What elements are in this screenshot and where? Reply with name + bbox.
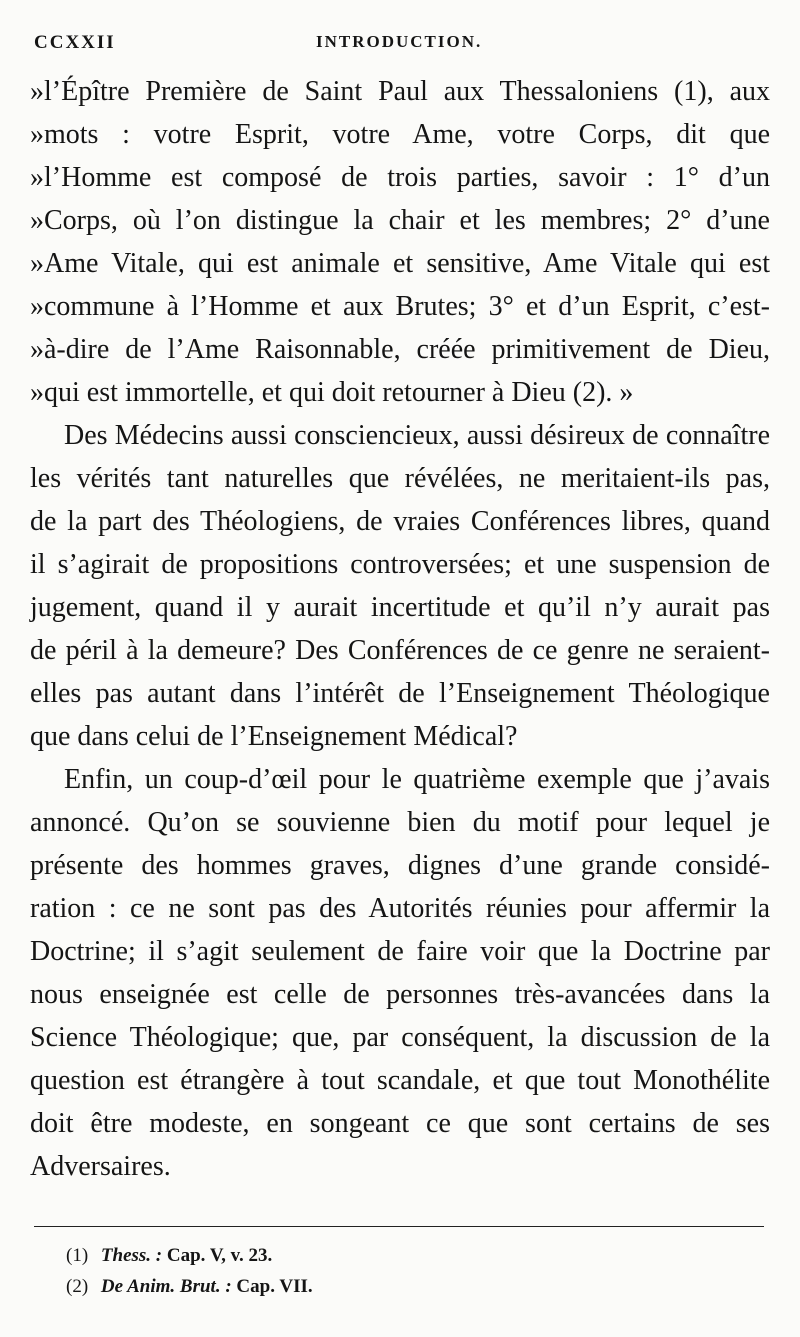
footnote-source: De Anim. Brut. : bbox=[100, 1276, 232, 1297]
text-line: présente des hommes graves, dignes d’une grande considé- bbox=[30, 850, 770, 881]
body-text bbox=[30, 70, 770, 1188]
footnote bbox=[66, 1271, 666, 1302]
text-line: Doctrine; il s’agit seulement de faire voir que la Doctrine par bbox=[30, 936, 770, 967]
footnote-number: (1) bbox=[66, 1245, 89, 1266]
text-line: »Corps, où l’on distingue la chair et les membres; 2° d’une bbox=[30, 205, 770, 236]
text-line: Adversaires. bbox=[30, 1151, 171, 1182]
footnote bbox=[66, 1240, 666, 1271]
text-line: »qui est immortelle, et qui doit retourner à Dieu (2). » bbox=[30, 377, 634, 408]
footnote-divider bbox=[34, 1226, 764, 1227]
text-line: doit être modeste, en songeant ce que sont certains de ses bbox=[30, 1108, 770, 1139]
text-line: il s’agirait de propositions controversées; et une suspension de bbox=[30, 549, 770, 580]
text-line: »l’Homme est composé de trois parties, savoir : 1° d’un bbox=[30, 162, 770, 193]
footnote-reference: Cap. VII. bbox=[236, 1276, 313, 1297]
text-line: de la part des Théologiens, de vraies Conférences libres, quand bbox=[30, 506, 770, 537]
text-line: de péril à la demeure? Des Conférences de ce genre ne seraient- bbox=[30, 635, 770, 666]
text-line: elles pas autant dans l’intérêt de l’Enseignement Théologique bbox=[30, 678, 770, 709]
text-line: question est étrangère à tout scandale, et que tout Monothélite bbox=[30, 1065, 770, 1096]
text-line: nous enseignée est celle de personnes très-avancées dans la bbox=[30, 979, 770, 1010]
footnote-number: (2) bbox=[66, 1276, 89, 1297]
footnote-reference: Cap. V, v. 23. bbox=[166, 1245, 273, 1266]
text-line: que dans celui de l’Enseignement Médical? bbox=[30, 721, 518, 752]
paragraph-start-line: Enfin, un coup-d’œil pour le quatrième exemple que j’avais bbox=[64, 764, 770, 795]
text-line: »Ame Vitale, qui est animale et sensitive, Ame Vitale qui est bbox=[30, 248, 770, 279]
text-line: Science Théologique; que, par conséquent, la discussion de la bbox=[30, 1022, 770, 1053]
page-folio: CCXXII bbox=[34, 32, 116, 53]
text-line: les vérités tant naturelles que révélées, ne meritaient-ils pas, bbox=[30, 463, 770, 494]
text-line: ration : ce ne sont pas des Autorités réunies pour affermir la bbox=[30, 893, 770, 924]
text-line: annoncé. Qu’on se souvienne bien du motif pour lequel je bbox=[30, 807, 770, 838]
page-header bbox=[34, 32, 764, 62]
text-line: jugement, quand il y aurait incertitude et qu’il n’y aurait pas bbox=[30, 592, 770, 623]
running-title: INTRODUCTION. bbox=[316, 32, 483, 51]
paragraph-start-line: Des Médecins aussi consciencieux, aussi désireux de connaître bbox=[64, 420, 770, 451]
text-line: »commune à l’Homme et aux Brutes; 3° et d’un Esprit, c’est- bbox=[30, 291, 770, 322]
text-line: »mots : votre Esprit, votre Ame, votre Corps, dit que bbox=[30, 119, 770, 150]
text-line: »à-dire de l’Ame Raisonnable, créée primitivement de Dieu, bbox=[30, 334, 770, 365]
footnote-source: Thess. : bbox=[100, 1245, 163, 1266]
text-line: »l’Épître Première de Saint Paul aux Thessaloniens (1), aux bbox=[30, 76, 770, 107]
footnotes bbox=[66, 1240, 666, 1302]
